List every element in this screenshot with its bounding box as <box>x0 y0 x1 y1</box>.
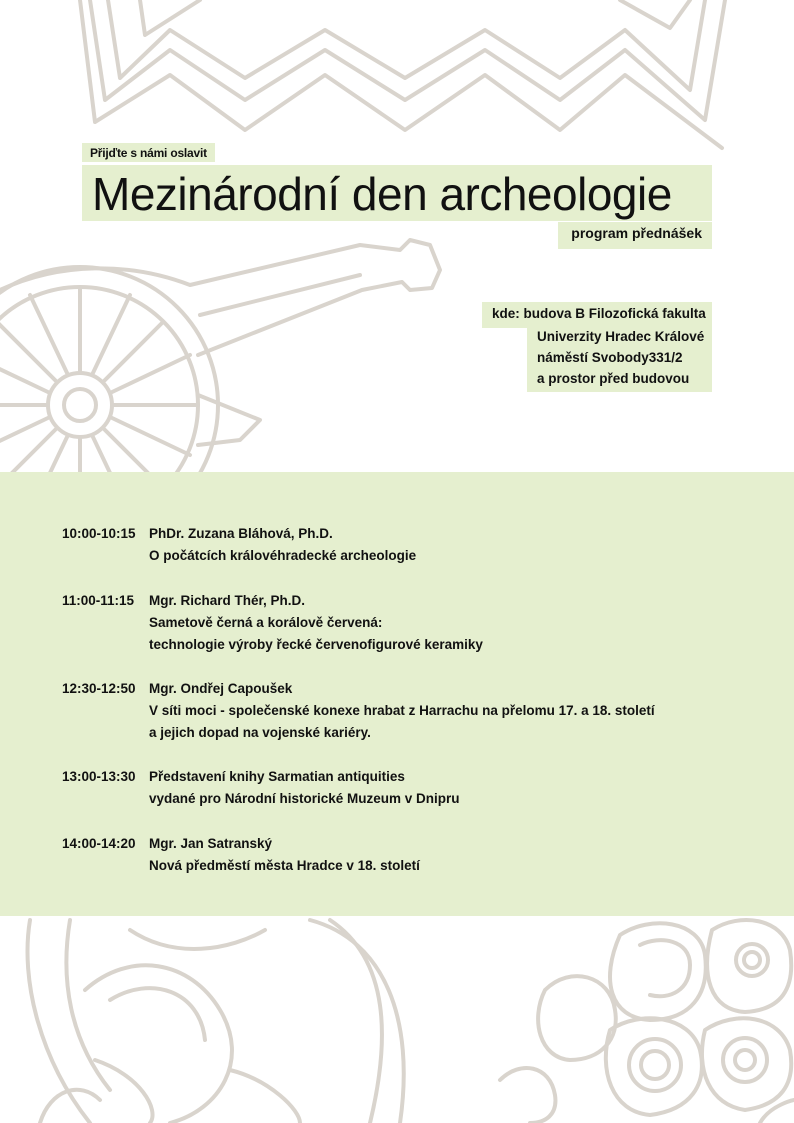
program-line: V síti moci - společenské konexe hrabat z Harrachu na přelomu 17. a 18. století <box>149 703 655 718</box>
program-line: a jejich dopad na vojenské kariéry. <box>149 725 371 740</box>
program-line: Představení knihy Sarmatian antiquities <box>149 769 405 784</box>
invite-label: Přijďte s námi oslavit <box>82 143 215 162</box>
program-line: vydané pro Národní historické Muzeum v Dnipru <box>149 791 460 806</box>
program-time: 12:30-12:50 <box>62 681 136 696</box>
beads-art <box>500 920 794 1123</box>
program-time: 14:00-14:20 <box>62 836 136 851</box>
venue-line: a prostor před budovou <box>537 371 690 386</box>
page-title: Mezinárodní den archeologie <box>82 165 712 221</box>
program-time: 13:00-13:30 <box>62 769 136 784</box>
program-line: Nová předměstí města Hradce v 18. století <box>149 858 420 873</box>
venue-line: náměstí Svobody331/2 <box>537 350 683 365</box>
venue-line: Univerzity Hradec Králové <box>537 329 705 344</box>
program-line: O počátcích královéhradecké archeologie <box>149 548 417 563</box>
program-line: Mgr. Jan Satranský <box>149 836 273 851</box>
program-line: technologie výroby řecké červenofigurové keramiky <box>149 637 483 652</box>
venue-line: kde: budova B Filozofická fakulta <box>492 306 706 321</box>
program-line: Sametově černá a korálově červená: <box>149 615 383 630</box>
program-line: PhDr. Zuzana Bláhová, Ph.D. <box>149 526 333 541</box>
subtitle-label: program přednášek <box>558 222 712 249</box>
program-time: 11:00-11:15 <box>62 593 135 608</box>
program-time: 10:00-10:15 <box>62 526 136 541</box>
pottery-art <box>28 920 404 1123</box>
venue-block <box>482 302 712 392</box>
program-line: Mgr. Ondřej Capoušek <box>149 681 293 696</box>
zigzag-frame-art <box>80 0 725 148</box>
program-line: Mgr. Richard Thér, Ph.D. <box>149 593 306 608</box>
